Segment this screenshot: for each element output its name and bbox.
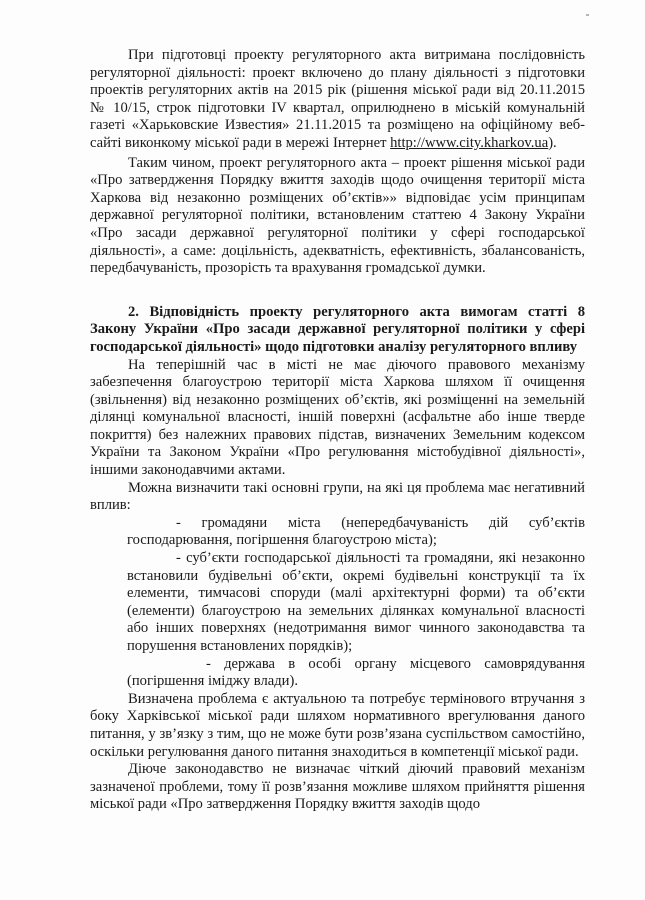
- list-item-business-entities: - суб’єкти господарської діяльності та громадяни, які незаконно встановили будівельні об’єкти, окремі будівельні конструкції та їх елементи, тимчасові споруди (малі архітектурні форми) та об’єкти (елементи) благоустрою на земельних ділянках комунальної власності або інших поверхнях (недотримання вимог чинного законодавства та порушення встановлених порядків);: [127, 550, 585, 654]
- paragraph-legislation-gap: Діюче законодавство не визначає чіткий діючий правовий механізм зазначеної проблеми, тому її розв’язання можливе шляхом прийняття рішення міської ради «Про затвердження Порядку вжиття заходів щодо: [90, 761, 585, 813]
- paragraph-compliance-principles: Таким чином, проект регуляторного акта – проект рішення міської ради «Про затвердження Порядку вжиття заходів щодо очищення території міста Харкова від незаконно розміщених об’єктів»» відповідає усім принципам державної регуляторної політики, встановленим статтею 4 Закону України «Про засади державної регуляторної політики у сфері господарської діяльності», а саме: доцільність, адекватність, ефективність, збалансованість, передбачуваність, прозорість та врахування громадської думки.: [90, 154, 585, 277]
- website-link[interactable]: http://www.city.kharkov.ua: [390, 134, 549, 151]
- paragraph-text-end: ).: [548, 134, 557, 151]
- list-item-state: - держава в особі органу місцевого самоврядування (погіршення іміджу влади).: [127, 655, 585, 690]
- paragraph-affected-groups: Можна визначити такі основні групи, на які ця проблема має негативний вплив:: [90, 479, 585, 514]
- list-item-citizens: - громадяни міста (непередбачуваність дій суб’єктів господарювання, погіршення благоустрою міста);: [127, 514, 585, 549]
- document-body: [90, 47, 585, 814]
- scan-mark: [586, 14, 589, 16]
- paragraph-text: При підготовці проекту регуляторного акта витримана послідовність регуляторної діяльності: проект включено до плану діяльності з підготовки проектів регуляторних актів на 2015 рік (рішення міської ради від 20.11.2015 № 10/15, строк підготовки IV квартал, оприлюднено в міській комунальній газеті «Харьковские Известия» 21.11.2015 та розміщено на офіційному веб-сайті виконкому міської ради в мережі Інтернет: [90, 47, 585, 151]
- paragraph-current-situation: На теперішній час в місті не має діючого правового механізму забезпечення благоустрою території міста Харкова шляхом її очищення (звільнення) від незаконно розміщених об’єктів, які розміщенні на земельній ділянці комунальної власності, іншій поверхні (асфальтне або інше тверде покриття) без належних правових підстав, визначених Земельним кодексом України та Законом України «Про регулювання містобудівної діяльності», іншими законодавчими актами.: [90, 356, 585, 479]
- section-heading-2: 2. Відповідність проекту регуляторного акта вимогам статті 8 Закону України «Про засади державної регуляторної політики у сфері господарської діяльності» щодо підготовки аналізу регуляторного впливу: [90, 303, 585, 355]
- paragraph-preparation-sequence: [90, 47, 585, 153]
- paragraph-problem-urgency: Визначена проблема є актуальною та потребує термінового втручання з боку Харківської міської ради шляхом нормативного врегулювання даного питання, у зв’язку з тим, що не може бути розв’язана суспільством самостійно, оскільки регулювання даного питання знаходиться в компетенції міської ради.: [90, 690, 585, 760]
